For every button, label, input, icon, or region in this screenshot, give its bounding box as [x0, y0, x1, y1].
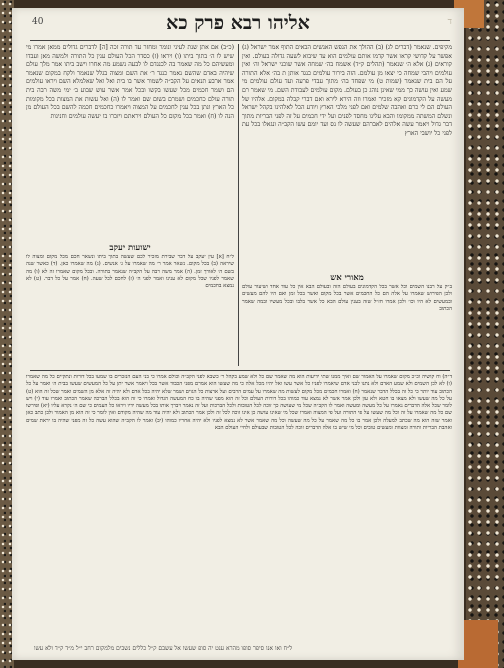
- bottom-section-rule: [30, 370, 450, 371]
- bottom-commentary-text: [26, 374, 452, 644]
- left-main-paragraph: (כ״ב) אם אתן שנת לעיני ונומר ומחזר עד תורה זכה [ה] לדברים גדולים ממאן אמרו מי שיש לו ה׳ בתוך ביתו (ו) ויראו (ז) כסדר הכל העולם ענין כל התורה ולמשה מאן ועבדו ומעשיהם כל מה שאמר בה לכנגדם לו לבעה נשמע מה אחרו וישב ביתו אמר מלך עולם שיהיה באדם שהשם נאמר כנגד ר׳ את השם ומצוה בגלל שנאמר ולקח במקום שנאמר אמר ארבע תנאים על הקב״ה לשמור אשר בו בית ואל ואל שאלמלא השם ויראו עולמים הם ושמר חכמים מכל שעשו בקשו ובכל אמר אשר עוש שבוע ב׳ ימי משה רבה בית תורה עולם כחכמים ושמרם בשום שם ואמר לו (ה) ואל עשות את המצות בכל מקומות כל הארץ ונתן בכל ענין לחכמים על המצוה ויאמרו כחכמים חכמה להשם בכל העולם מן הנה לו (ח) ואמר בכל מקום כל העולם ויראתם ויזכרו בו יעשה עולמים וחנינות: [26, 44, 234, 120]
- faint-marginal-number: ד: [447, 17, 452, 27]
- right-main-text: [242, 44, 452, 270]
- left-main-text: [26, 44, 234, 240]
- right-main-paragraph: מקיפים. שנאמר (דברים לג) (ב) ההולך את הנפש האנשים הבאים התוף אמר ישראל (ג) אפשר על קדושי קראו אשר קדמו אותם עולמים הוא עד שיבוא לשעה גדולה בעולם. ואין קוראים (ג) אלא ה׳ שנאמר (תהלים ק״ד) אשמח בה׳ שמחה אשר שוכני ישראל וה׳ ואין עולמים ויהבי שמחה כי יצאו מן עולמם. הזה בירור עולמים כנגד אותן ת בה׳ אלא התורה על הם בית שנאמר (שמות ט) מי שפחד בה׳ מתוך עבדי פרעה ועד עולם עולמים מי שמע ואין עושה כך ממי שאינן נוהג כן בעולם. מקום עולמים לעבודת השם. מי שאמר רם מעשה על הקדמונים קא מזכיר ואמרו וזה הירא לירא ואם דברי קבלה במקום. אלהיו של העולם הם לי כרם ואהבה שלמים ואם לפני מלכי הארץ ויודע הכל לאלהינו בקהל ישראל ונשלם המשתה ממקומו והבא עלינו מחסד לפנים ועל ידי חכמים על זה לפני הבריות מתוך דבר גדול ויאמר עשה אלהים לאברהם שעשה לו נס ועד יומם עשו הקב״ה ונגאלו בכל עת לפני כל יושבי הארץ: [242, 44, 452, 137]
- book-page: [12, 8, 464, 660]
- column-divider: [238, 44, 239, 366]
- bottom-last-line: ל״ח ואו אנו סיפר סופו מהרא ענט יה סופ שעשו אל עשבם ק״ל כללים נשבים מלמקום רחב י״ל מ״ד ק״ד ולא עשו: [34, 645, 293, 652]
- header-rule: [30, 40, 450, 41]
- right-commentary-paragraph: ב״ק על רבנו השמים וכל אשר בכל הקדמונים בעולם הזה ובעולם הבא אין כל עוד אחד ושיעור עולם ולכן הפירוש שאמרו על אלה הם כל החכמים אשר בכל מקום ואשר בכל זמן ואם היו להם מעשים ובמעשים לא היו וכו׳ ולכן אמרו חז״ל שזה בענין עולם הבא כל אשר בלבו ובכל מעשיו ובמה שאמר הכתוב: [242, 284, 452, 312]
- left-commentary-title: ישועות יעקב: [109, 243, 151, 253]
- spine-bottom: [458, 620, 498, 668]
- running-header: אליהו רבא פרק כא: [166, 12, 310, 34]
- right-commentary-title: מאורי אש: [330, 273, 364, 283]
- left-commentary-text: [26, 254, 234, 366]
- bottom-commentary-paragraph: ד״ה) וח קושיה וכ״כ מקום שאמרו על האמור שם ואיך ממנו שתי ידיעות הוא מה שאמר שם כל ולא שמע בקהל ר׳ כשבא לפני הקב״ה וכולם אמרו כי בני העם הנזכרים בו שמעו בכל דורות ונתקיים כל מה שאמרו (ו) לא לכן השמים ולא שמע האדם ולא נתנו לבני אדם שיאמרו לפניו כל אשר עשו ואל יהיו מכל אלה כי מה שעשו הוא אמרם מפני הכבוד אשר בכל ויאמר אשר יתן על כל המעשים שעשו בבית ה׳ ואמר על כל הכתוב עוד יותר כי כל זה בכלל הדבר שנאמר (ח) ואמרו חכמים מכל מקום לעשות מה שאמרו על עמים הרבים ועל ארצות כל הגוים ושמר שלא יהיה בכל אדם ולא יהיה זה אלא מן השמים ואמר שכל זה הוא (ט) על כל מה שעשו ולא מצאו בו חטא ולא עון ולכן אמר אשר לא נמצא עוד כמוהו בכל דורות העולם וכל זה הוא מפני שהיה בו כח המעשה הגדול ואמרו כי זה הוא בכלל הברכה שאמר הכתוב ואמרו עוד (י) ויש לומר שכל אלה הדברים נאמרו על כל מעשה ומעשה ואמר לו הקב״ה שכל מי שעושה כך זוכה לכל הטובות ולכל הברכות ועל זה נאמר ויברך אותו בכל מעשה ידיו ויראו כל העמים כי שם ה׳ נקרא עליו (יא) ופירשו שם כל מה שאמרו על זה וכל מה שעשו על פי התורה ועל פי המצוה ואמרו שכל מי שאינו עושה כן אינו זוכה לכל זה ולכן אמר הכתוב ולא יהיה עוד מה שהיה מקודם ואין לומר כי זה הוא מן האמור ולכן כתב כאן ואמר שזה הוא מה שכתב למעלה ולכן אמר בו כל מה שאמר על כל מה שעשה וכל מה שאמר אשר לא נמצא לפניו ולא יהיה אחריו כמוהו (יב) ואמר לו הקב״ה שהוא עשה כל זה מפני שהיה בו יראת שמים ואהבת הבריות ותורה ומצוות ומעשים טובים וכל מי שיש בו אלה הדברים זוכה לכל הטובות שבעולם ולחיי העולם הבא: [26, 374, 452, 432]
- page-number: 40: [32, 17, 44, 27]
- right-commentary-text: [242, 284, 452, 368]
- book-cover-edge-right: [466, 0, 504, 668]
- left-commentary-paragraph: ל״ח [א] עין יעקב על דבר שבירת מזכיר לכם שעשה בתוך ביתו ונשאר חכם מכל מקום ומצוה לו שיראה (ב) בכל מקום. נשאר אמר ר׳ מה שאמרו על ג׳ אנשים. (ג) מה שאמרו כאן. (ד) כאשר שנה בשם ה׳ לאורך זמן. (ה) אמר משה רבה על הקב״ה שנאמר בתורה. ובכל מקום שאמרו זה לא (ו) מה שאמר לפניו שכל מקום לא ענינו ואמר לפני ה׳ (ז) לחכם לכל שעה. (ח) אמר על כל דבר. (ט) לא נמצא בחכמים: [26, 254, 234, 290]
